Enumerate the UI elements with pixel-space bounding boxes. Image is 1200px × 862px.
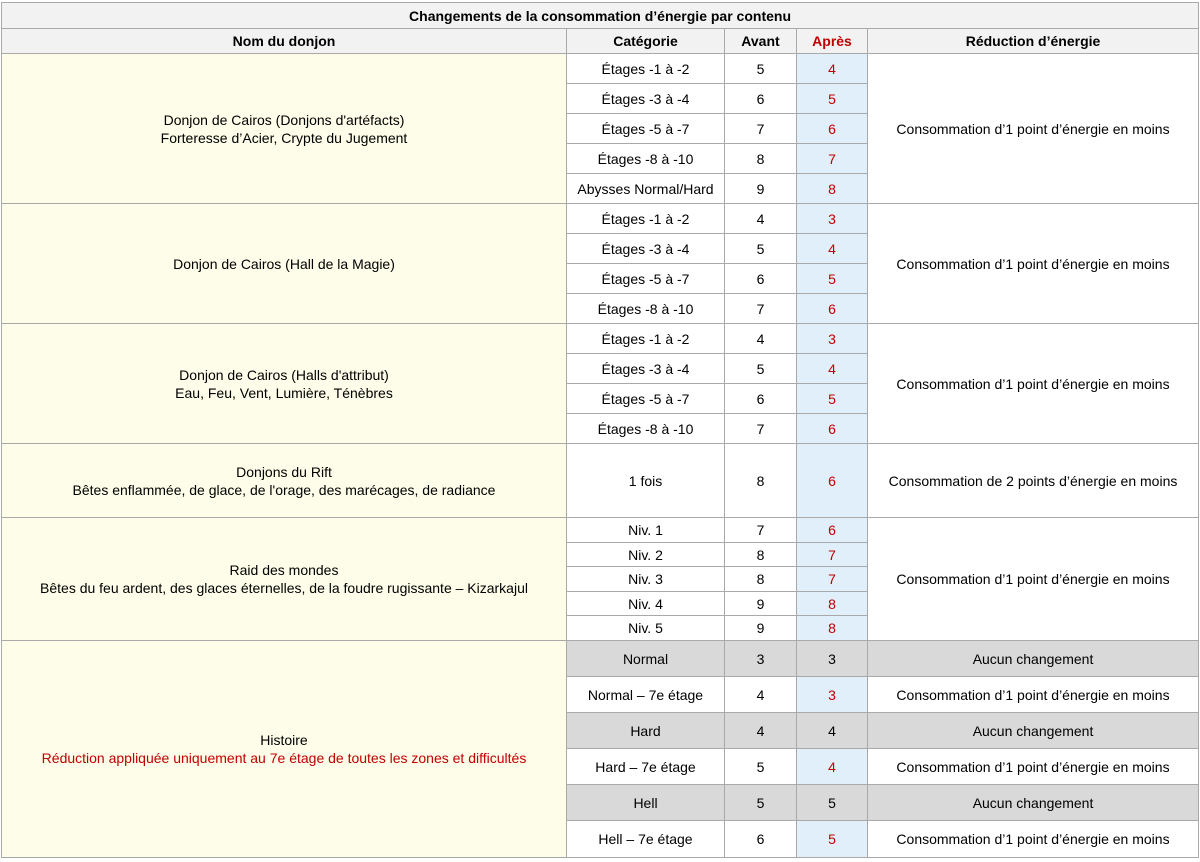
before-value: 3	[725, 641, 797, 677]
after-value: 4	[797, 713, 868, 749]
energy-consumption-table	[1, 2, 1199, 858]
dungeon-subtitle: Forteresse d’Acier, Crypte du Jugement	[160, 129, 408, 146]
after-value: 5	[797, 264, 868, 294]
energy-reduction-cell: Consommation d’1 point d’énergie en moins	[868, 518, 1199, 641]
before-value: 8	[725, 444, 797, 518]
after-value: 3	[797, 641, 868, 677]
before-value: 4	[725, 204, 797, 234]
energy-reduction-cell: Consommation de 2 points d’énergie en moins	[868, 444, 1199, 518]
after-value: 4	[797, 234, 868, 264]
dungeon-name: Donjon de Cairos (Donjons d'artéfacts)	[163, 111, 405, 128]
energy-reduction-cell: Aucun changement	[868, 713, 1199, 749]
after-value: 6	[797, 294, 868, 324]
category-cell: Abysses Normal/Hard	[567, 174, 725, 204]
before-value: 4	[725, 677, 797, 713]
category-cell: Étages -8 à -10	[567, 414, 725, 444]
dungeon-name: Raid des mondes	[229, 562, 339, 578]
before-value: 6	[725, 821, 797, 858]
after-value: 3	[797, 677, 868, 713]
header-energy-reduction: Réduction d’énergie	[868, 29, 1199, 54]
energy-reduction-cell: Consommation d’1 point d’énergie en moins	[868, 821, 1199, 858]
after-value: 5	[797, 785, 868, 821]
category-cell: Étages -3 à -4	[567, 234, 725, 264]
table-row	[2, 444, 1199, 518]
after-value: 7	[797, 543, 868, 567]
before-value: 7	[725, 294, 797, 324]
after-value: 7	[797, 144, 868, 174]
category-cell: Étages -3 à -4	[567, 84, 725, 114]
after-value: 5	[797, 384, 868, 414]
before-value: 5	[725, 234, 797, 264]
before-value: 8	[725, 567, 797, 592]
category-cell: Normal	[567, 641, 725, 677]
table-row	[2, 518, 1199, 543]
category-cell: Étages -1 à -2	[567, 54, 725, 84]
dungeon-subtitle: Eau, Feu, Vent, Lumière, Ténèbres	[175, 384, 393, 401]
before-value: 5	[725, 54, 797, 84]
after-value: 8	[797, 592, 868, 616]
table-row	[2, 324, 1199, 354]
before-value: 6	[725, 84, 797, 114]
after-value: 3	[797, 324, 868, 354]
after-value: 5	[797, 84, 868, 114]
before-value: 9	[725, 616, 797, 641]
category-cell: Étages -8 à -10	[567, 144, 725, 174]
after-value: 6	[797, 114, 868, 144]
dungeon-name-cell	[2, 444, 567, 518]
dungeon-name: Donjons du Rift	[236, 463, 332, 480]
after-value: 5	[797, 821, 868, 858]
table-row	[2, 54, 1199, 84]
table-title: Changements de la consommation d’énergie par contenu	[2, 3, 1199, 29]
before-value: 6	[725, 264, 797, 294]
category-cell: Étages -8 à -10	[567, 294, 725, 324]
after-value: 7	[797, 567, 868, 592]
dungeon-subtitle: Bêtes du feu ardent, des glaces éternelles, de la foudre rugissante – Kizarkajul	[40, 580, 528, 596]
dungeon-name: Donjon de Cairos (Halls d'attribut)	[179, 366, 389, 383]
dungeon-note: Réduction appliquée uniquement au 7e étage de toutes les zones et difficultés	[41, 750, 527, 766]
category-cell: Hell	[567, 785, 725, 821]
table-body	[2, 54, 1199, 858]
header-after: Après	[797, 29, 868, 54]
before-value: 5	[725, 785, 797, 821]
after-value: 3	[797, 204, 868, 234]
dungeon-name-cell	[2, 641, 567, 858]
energy-reduction-cell: Aucun changement	[868, 641, 1199, 677]
before-value: 7	[725, 114, 797, 144]
before-value: 5	[725, 749, 797, 785]
before-value: 9	[725, 174, 797, 204]
category-cell: Niv. 1	[567, 518, 725, 543]
before-value: 6	[725, 384, 797, 414]
table-row	[2, 204, 1199, 234]
after-value: 4	[797, 54, 868, 84]
category-cell: Hard – 7e étage	[567, 749, 725, 785]
header-dungeon-name: Nom du donjon	[2, 29, 567, 54]
category-cell: Normal – 7e étage	[567, 677, 725, 713]
dungeon-name-cell	[2, 324, 567, 444]
category-cell: Étages -5 à -7	[567, 114, 725, 144]
before-value: 7	[725, 414, 797, 444]
before-value: 7	[725, 518, 797, 543]
category-cell: Niv. 5	[567, 616, 725, 641]
category-cell: Étages -1 à -2	[567, 324, 725, 354]
category-cell: Hard	[567, 713, 725, 749]
before-value: 8	[725, 543, 797, 567]
energy-reduction-cell: Consommation d’1 point d’énergie en moins	[868, 54, 1199, 204]
category-cell: Niv. 2	[567, 543, 725, 567]
header-before: Avant	[725, 29, 797, 54]
before-value: 4	[725, 324, 797, 354]
category-cell: Niv. 3	[567, 567, 725, 592]
after-value: 6	[797, 414, 868, 444]
dungeon-name-cell	[2, 204, 567, 324]
category-cell: Hell – 7e étage	[567, 821, 725, 858]
after-value: 6	[797, 518, 868, 543]
category-cell: Étages -5 à -7	[567, 384, 725, 414]
energy-reduction-cell: Consommation d’1 point d’énergie en moins	[868, 677, 1199, 713]
after-value: 6	[797, 444, 868, 518]
before-value: 9	[725, 592, 797, 616]
dungeon-name: Donjon de Cairos (Hall de la Magie)	[173, 255, 395, 272]
dungeon-name-cell	[2, 518, 567, 641]
category-cell: Niv. 4	[567, 592, 725, 616]
after-value: 4	[797, 354, 868, 384]
header-category: Catégorie	[567, 29, 725, 54]
before-value: 4	[725, 713, 797, 749]
energy-reduction-cell: Consommation d’1 point d’énergie en moins	[868, 324, 1199, 444]
dungeon-name: Histoire	[260, 732, 308, 748]
before-value: 5	[725, 354, 797, 384]
after-value: 8	[797, 616, 868, 641]
dungeon-name-cell	[2, 54, 567, 204]
after-value: 8	[797, 174, 868, 204]
energy-reduction-cell: Consommation d’1 point d’énergie en moins	[868, 204, 1199, 324]
before-value: 8	[725, 144, 797, 174]
dungeon-subtitle: Bêtes enflammée, de glace, de l'orage, des marécages, de radiance	[72, 481, 496, 498]
after-value: 4	[797, 749, 868, 785]
category-cell: Étages -3 à -4	[567, 354, 725, 384]
category-cell: Étages -1 à -2	[567, 204, 725, 234]
category-cell: Étages -5 à -7	[567, 264, 725, 294]
table-row	[2, 641, 1199, 677]
energy-reduction-cell: Consommation d’1 point d’énergie en moins	[868, 749, 1199, 785]
energy-reduction-cell: Aucun changement	[868, 785, 1199, 821]
category-cell: 1 fois	[567, 444, 725, 518]
